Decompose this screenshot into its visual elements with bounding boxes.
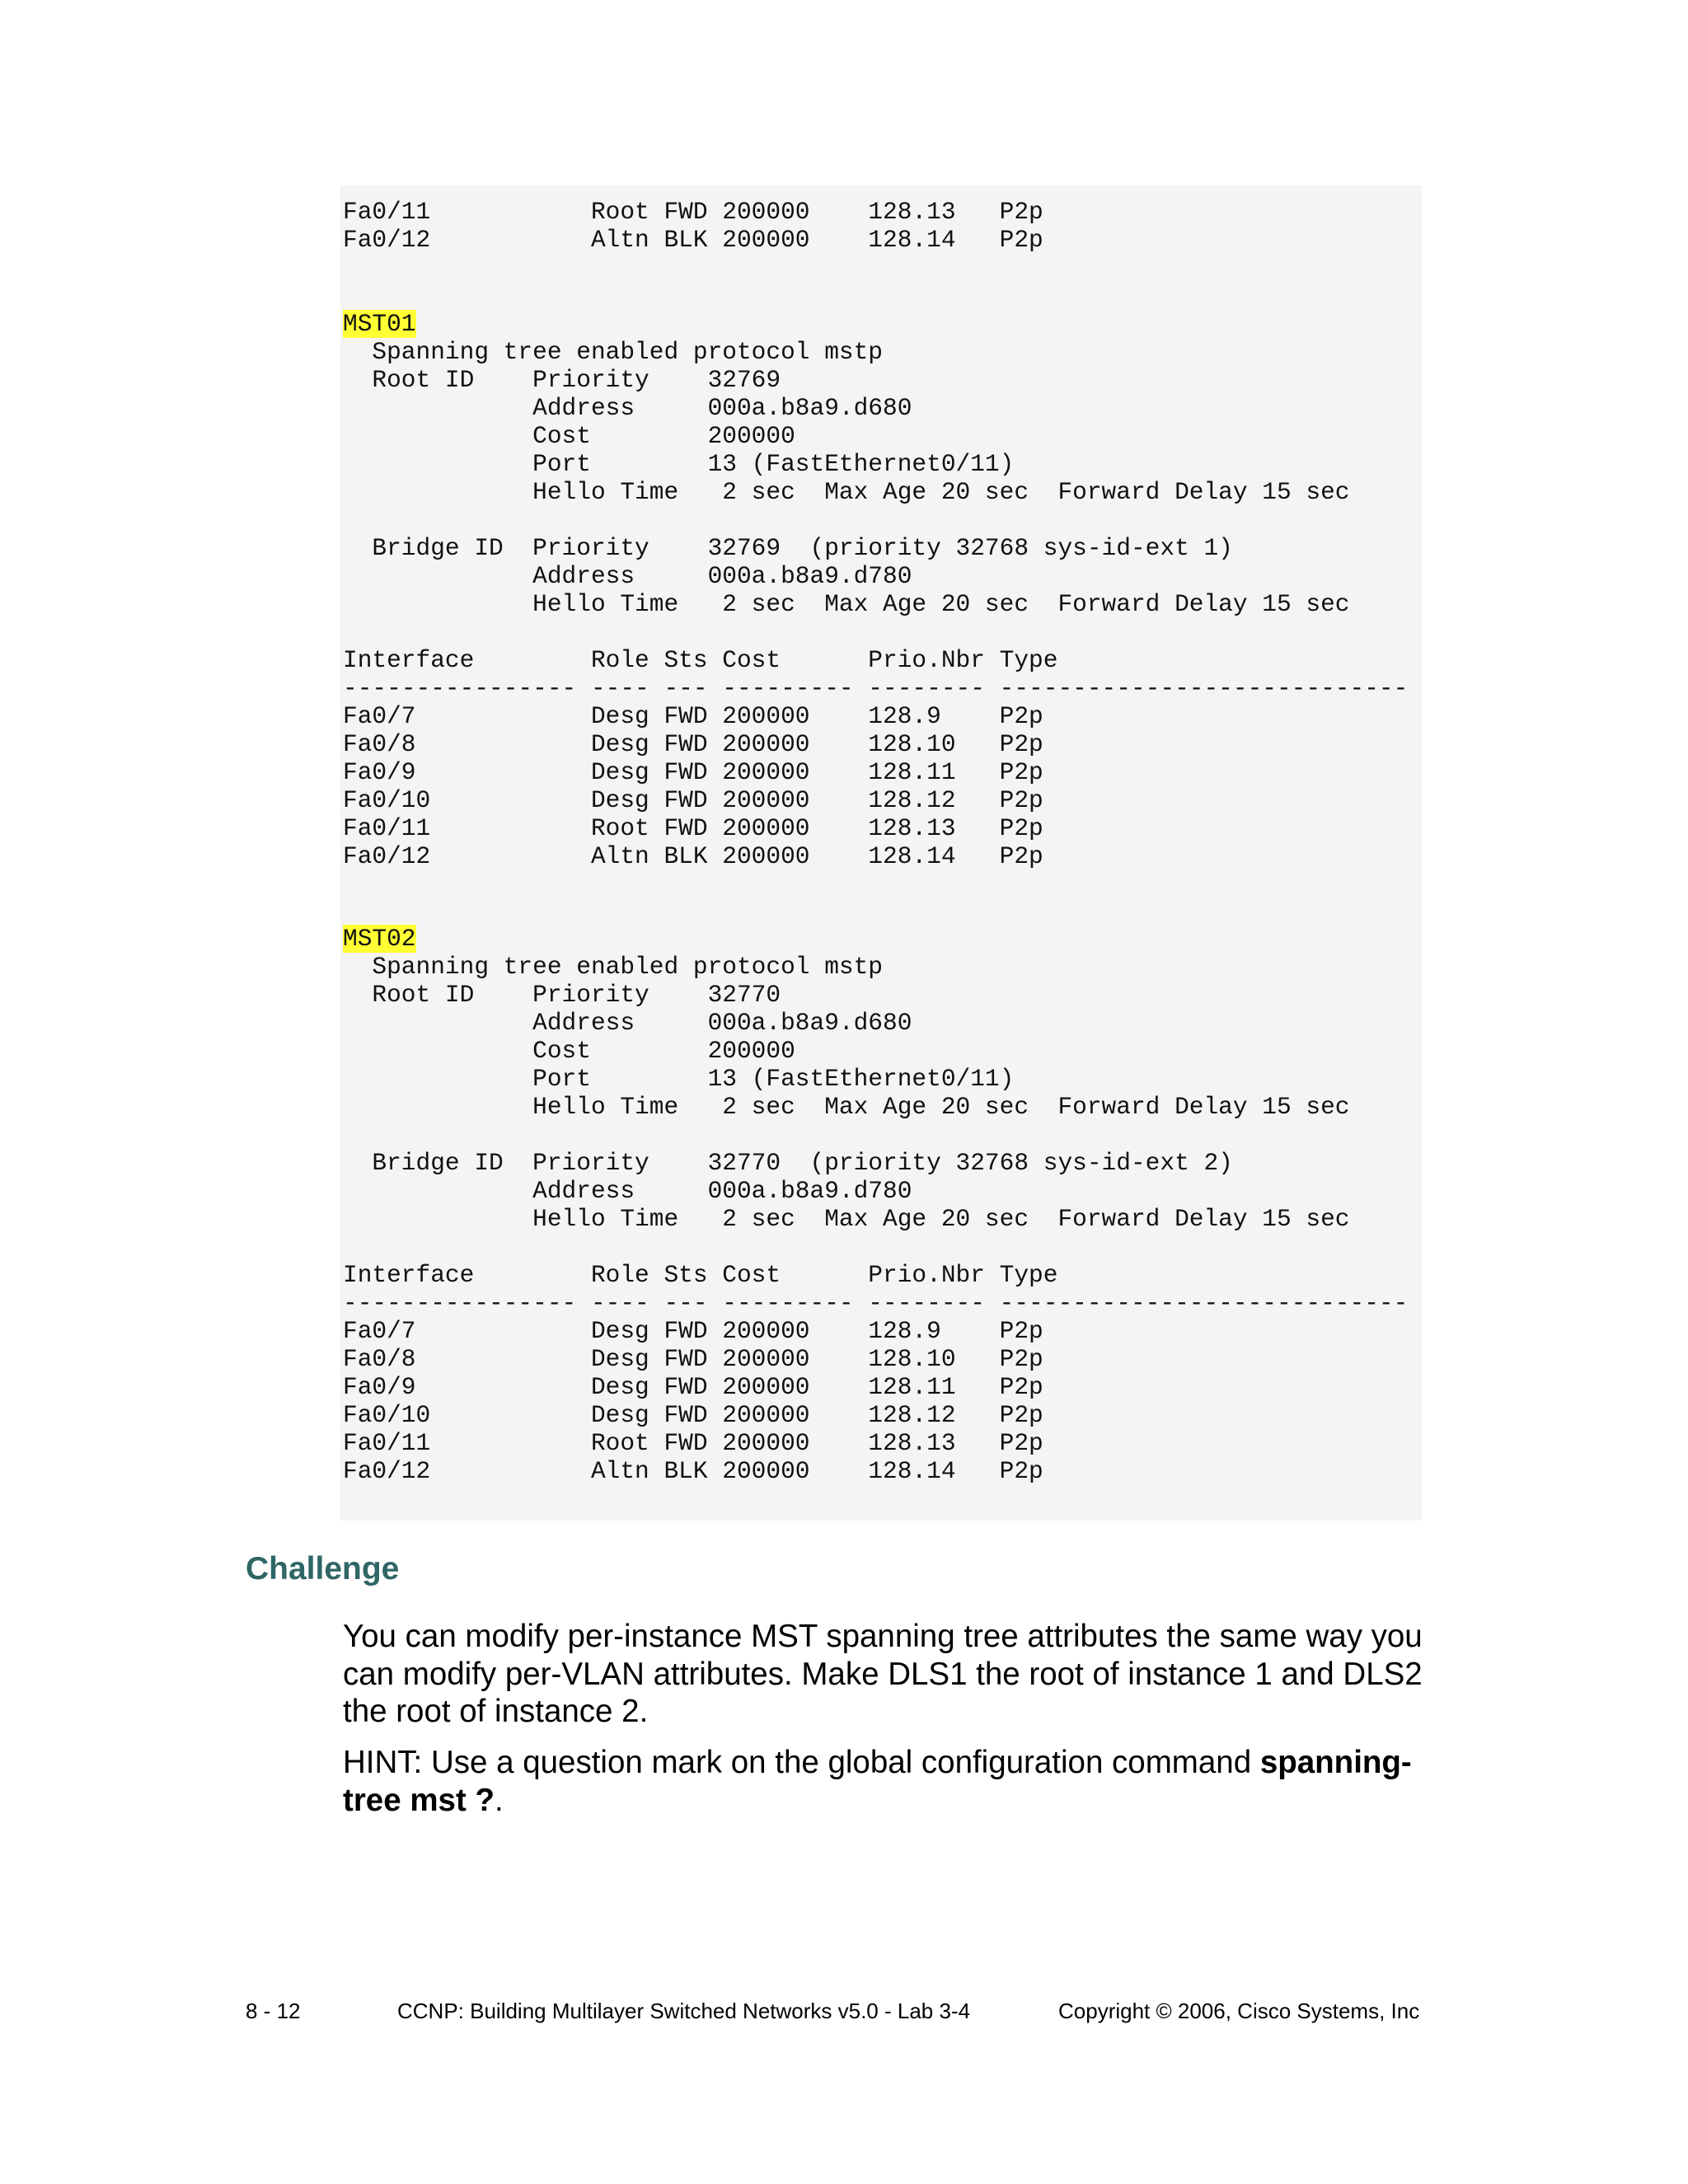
code-line: Fa0/10 Desg FWD 200000 128.12 P2p xyxy=(343,1401,1043,1429)
code-line: Address 000a.b8a9.d780 xyxy=(343,1177,912,1205)
hint-paragraph xyxy=(343,1744,1431,1819)
code-line: Fa0/11 Root FWD 200000 128.13 P2p xyxy=(343,814,1043,842)
code-line: Spanning tree enabled protocol mstp xyxy=(343,953,884,981)
instance-label-mst01: MST01 xyxy=(343,310,416,338)
hint-period: . xyxy=(495,1782,504,1818)
code-line: Address 000a.b8a9.d680 xyxy=(343,394,912,422)
code-line: ---------------- ---- --- --------- -------- ---------------------------- xyxy=(343,1289,1409,1317)
footer-copyright: Copyright © 2006, Cisco Systems, Inc xyxy=(1058,1999,1420,2023)
code-line: Root ID Priority 32770 xyxy=(343,981,781,1009)
code-line xyxy=(343,310,416,338)
code-line xyxy=(343,925,416,953)
code-line: ---------------- ---- --- --------- -------- ---------------------------- xyxy=(343,674,1409,702)
code-line: Interface Role Sts Cost Prio.Nbr Type xyxy=(343,1261,1058,1289)
code-line: Cost 200000 xyxy=(343,422,795,450)
code-line: Hello Time 2 sec Max Age 20 sec Forward Delay 15 sec xyxy=(343,1205,1350,1233)
code-line: Hello Time 2 sec Max Age 20 sec Forward Delay 15 sec xyxy=(343,1093,1350,1121)
code-line: Hello Time 2 sec Max Age 20 sec Forward Delay 15 sec xyxy=(343,478,1350,506)
code-line: Fa0/11 Root FWD 200000 128.13 P2p xyxy=(343,198,1043,226)
code-line: Port 13 (FastEthernet0/11) xyxy=(343,1065,1015,1093)
section-heading-challenge: Challenge xyxy=(246,1551,400,1586)
code-line: Fa0/8 Desg FWD 200000 128.10 P2p xyxy=(343,1345,1043,1373)
hint-command: spanning-tree mst ? xyxy=(343,1745,1412,1818)
code-line: Fa0/12 Altn BLK 200000 128.14 P2p xyxy=(343,226,1043,254)
code-line: Root ID Priority 32769 xyxy=(343,366,781,394)
code-line: Fa0/7 Desg FWD 200000 128.9 P2p xyxy=(343,702,1043,730)
code-line: Spanning tree enabled protocol mstp xyxy=(343,338,884,366)
code-line: Bridge ID Priority 32769 (priority 32768 sys-id-ext 1) xyxy=(343,534,1233,562)
code-line: Hello Time 2 sec Max Age 20 sec Forward Delay 15 sec xyxy=(343,590,1350,618)
footer-page-number: 8 - 12 xyxy=(246,1999,301,2023)
code-line: Fa0/9 Desg FWD 200000 128.11 P2p xyxy=(343,758,1043,786)
instance-label-mst02: MST02 xyxy=(343,925,416,953)
code-line: Fa0/8 Desg FWD 200000 128.10 P2p xyxy=(343,730,1043,758)
code-line: Cost 200000 xyxy=(343,1037,795,1065)
code-line: Fa0/12 Altn BLK 200000 128.14 P2p xyxy=(343,1457,1043,1485)
code-line: Fa0/11 Root FWD 200000 128.13 P2p xyxy=(343,1429,1043,1457)
code-line: Interface Role Sts Cost Prio.Nbr Type xyxy=(343,646,1058,674)
code-line: Address 000a.b8a9.d780 xyxy=(343,562,912,590)
code-line: Address 000a.b8a9.d680 xyxy=(343,1009,912,1037)
code-line: Port 13 (FastEthernet0/11) xyxy=(343,450,1015,478)
code-line: Fa0/9 Desg FWD 200000 128.11 P2p xyxy=(343,1373,1043,1401)
footer-document-title: CCNP: Building Multilayer Switched Networks v5.0 - Lab 3-4 xyxy=(397,1999,971,2023)
code-line: Bridge ID Priority 32770 (priority 32768 sys-id-ext 2) xyxy=(343,1149,1233,1177)
code-line: Fa0/10 Desg FWD 200000 128.12 P2p xyxy=(343,786,1043,814)
code-line: Fa0/7 Desg FWD 200000 128.9 P2p xyxy=(343,1317,1043,1345)
code-line: Fa0/12 Altn BLK 200000 128.14 P2p xyxy=(343,842,1043,870)
hint-text: HINT: Use a question mark on the global configuration command xyxy=(343,1745,1252,1780)
challenge-paragraph: You can modify per-instance MST spanning tree attributes the same way you can modify per-VLAN attributes. Make DLS1 the root of instance 1 and DLS2 the root of instance 2. xyxy=(343,1619,1423,1729)
